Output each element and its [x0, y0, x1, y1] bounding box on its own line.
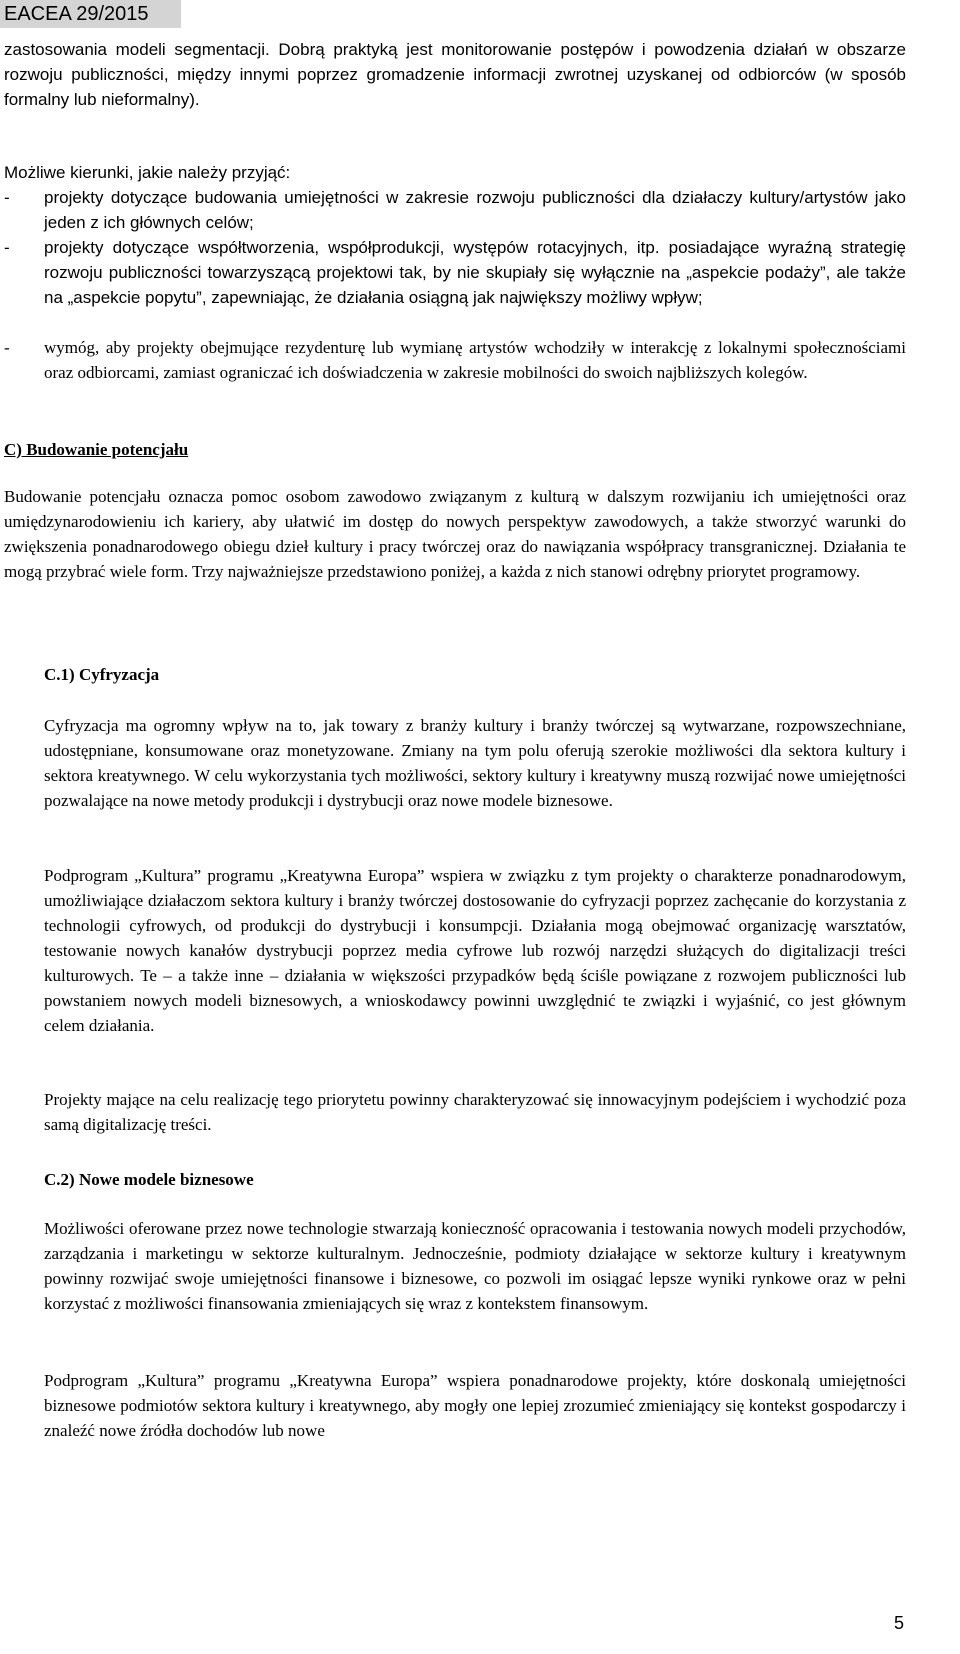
section-paragraph: Projekty mające na celu realizację tego priorytetu powinny charakteryzować się innowacyjnym podejściem i wychodzić poza samą digitalizację treści.: [44, 1090, 906, 1134]
section-paragraph: Cyfryzacja ma ogromny wpływ na to, jak towary z branży kultury i branży twórczej są wytwarzane, rozpowszechniane, udostępniane, konsumowane oraz monetyzowane. Zmiany na tym polu oferują szerokie możliwości dla sektora kultury i sektora kreatywnego. W celu wykorzystania tych możliwości, sektory kultury i kreatywny muszą rozwijać nowe umiejętności pozwalające na nowe metody produkcji i dystrybucji oraz nowe modele biznesowe.: [44, 716, 906, 810]
list-item-text: wymóg, aby projekty obejmujące rezydenturę lub wymianę artystów wchodziły w interakcję z lokalnymi społecznościami oraz odbiorcami, zamiast ograniczać ich doświadczenia w zakresie mobilności do swoich najbliższych kolegów.: [44, 338, 906, 382]
list-item: [4, 335, 906, 385]
list-item-text: projekty dotyczące współtworzenia, współprodukcji, występów rotacyjnych, itp. posiadające wyraźną strategię rozwoju publiczności towarzyszącą projektowi tak, by nie skupiały się wyłącznie na „aspekcie podaży”, ale także na „aspekcie popytu”, zapewniając, że działania osiągną jak największy możliwy wpływ;: [44, 238, 906, 307]
section-heading: C) Budowanie potencjału: [4, 440, 189, 459]
section-paragraph: Podprogram „Kultura” programu „Kreatywna Europa” wspiera w związku z tym projekty o charakterze ponadnarodowym, umożliwiające działaczom sektora kultury i branży twórczej dostosowanie do cyfryzacji poprzez zachęcanie do korzystania z technologii cyfrowych, od produkcji do dystrybucji i konsumpcji. Działania mogą obejmować organizację warsztatów, testowanie nowych kanałów dystrybucji poprzez media cyfrowe lub rozwój narzędzi służących do digitalizacji treści kulturowych. Te – a także inne – działania w większości przypadków będą ściśle powiązane z rozwojem publiczności lub powstaniem nowych modeli biznesowych, a wnioskodawcy powinni uwzględnić te związki i wyjaśnić, co jest głównym celem działania.: [44, 866, 906, 1035]
section-paragraph: Możliwości oferowane przez nowe technologie stwarzają konieczność opracowania i testowania nowych modeli przychodów, zarządzania i marketingu w sektorze kulturalnym. Jednocześnie, podmioty działające w sektorze kultury i kreatywnym powinny rozwijać swoje umiejętności finansowe i biznesowe, co pozwoli im osiągać lepsze wyniki rynkowe oraz w pełni korzystać z możliwości finansowania zmieniających się wraz z kontekstem finansowym.: [44, 1219, 906, 1313]
subsection-heading: C.2) Nowe modele biznesowe: [44, 1170, 254, 1189]
list-item-text: projekty dotyczące budowania umiejętności w zakresie rozwoju publiczności dla działaczy kultury/artystów jako jeden z ich głównych celów;: [44, 188, 906, 232]
page-number: 5: [894, 1613, 905, 1633]
bullet-dash: -: [4, 238, 10, 257]
subsection-heading: C.1) Cyfryzacja: [44, 665, 160, 684]
directions-lead: Możliwe kierunki, jakie należy przyjąć:: [4, 163, 291, 182]
document-reference: EACEA 29/2015: [4, 3, 149, 25]
section-paragraph: Podprogram „Kultura” programu „Kreatywna Europa” wspiera ponadnarodowe projekty, które doskonalą umiejętności biznesowe podmiotów sektora kultury i kreatywnego, aby mogły one lepiej zrozumieć zmieniający się kontekst gospodarczy i znaleźć nowe źródła dochodów lub nowe: [44, 1371, 906, 1440]
bullet-dash: -: [4, 188, 10, 207]
list-item: [4, 235, 906, 310]
bullet-dash: -: [4, 338, 10, 357]
section-paragraph: Budowanie potencjału oznacza pomoc osobom zawodowo związanym z kulturą w dalszym rozwijaniu ich umiejętności oraz umiędzynarodowieniu ich kariery, aby ułatwić im dostęp do nowych perspektyw zawodowych, a także stworzyć warunki do zwiększenia ponadnarodowego obiegu dzieł kultury i pracy twórczej oraz do nawiązania współpracy transgranicznej. Działania te mogą przybrać wiele form. Trzy najważniejsze przedstawiono poniżej, a każda z nich stanowi odrębny priorytet programowy.: [4, 487, 906, 581]
intro-paragraph: zastosowania modeli segmentacji. Dobrą praktyką jest monitorowanie postępów i powodzenia działań w obszarze rozwoju publiczności, między innymi poprzez gromadzenie informacji zwrotnej uzyskanej od odbiorców (w sposób formalny lub nieformalny).: [4, 40, 906, 109]
list-item: [4, 185, 906, 235]
